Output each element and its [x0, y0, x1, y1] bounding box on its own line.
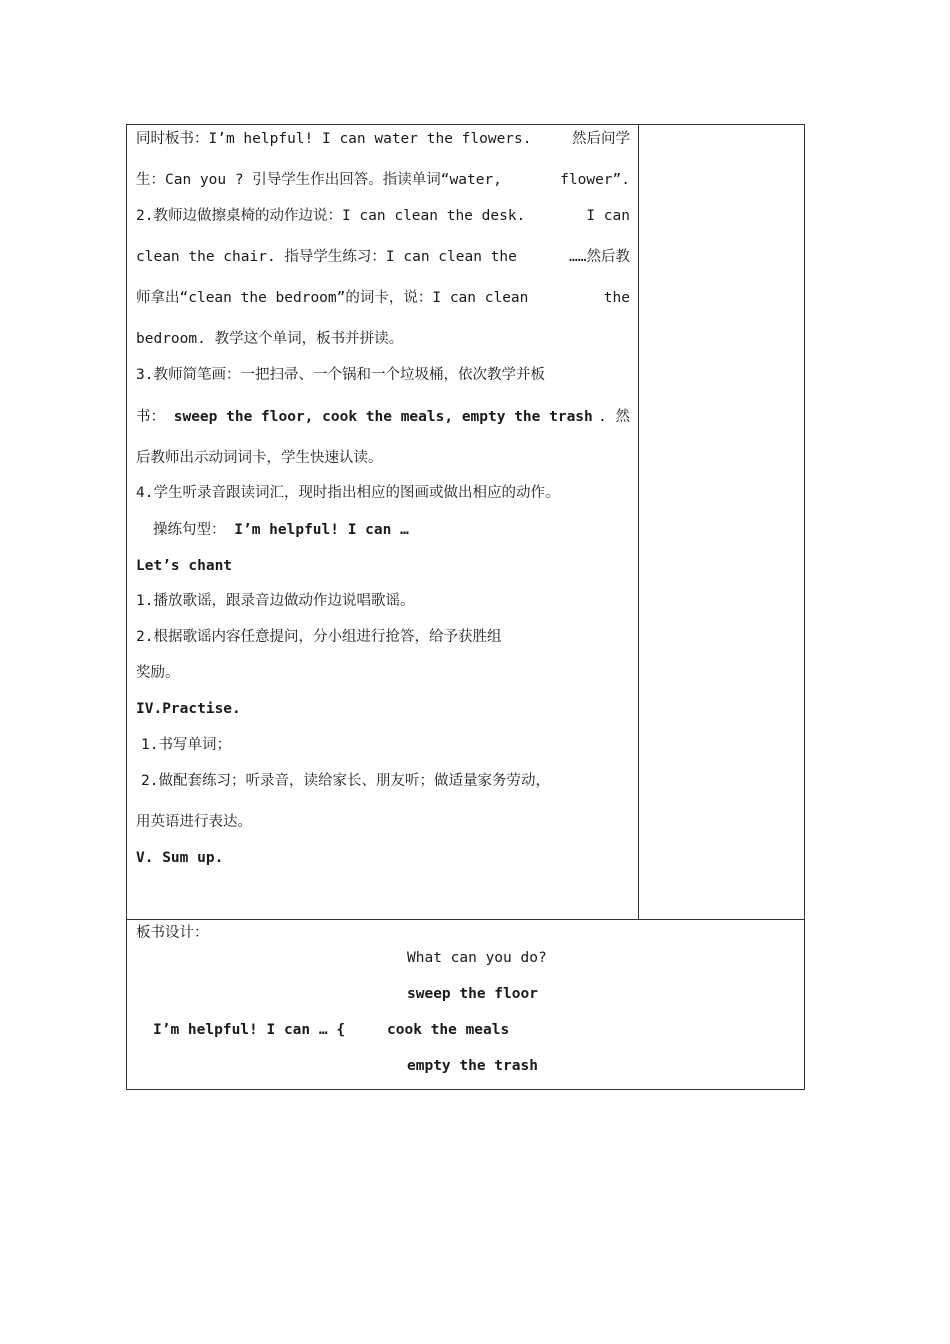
board-design-heading: 板书设计：	[136, 925, 209, 941]
lesson-line-17: 1.书写单词；	[141, 737, 231, 753]
lesson-line-15: 奖励。	[136, 665, 180, 681]
chant-heading: Let’s chant	[136, 558, 233, 574]
sum-up-heading: V. Sum up.	[136, 850, 224, 866]
lesson-line-7: 3.教师简笔画：一把扫帚、一个锅和一个垃圾桶，依次教学并板	[136, 367, 545, 383]
lesson-line-10: 4.学生听录音跟读词汇，现时指出相应的图画或做出相应的动作。	[136, 485, 560, 501]
lesson-line-1: 同时板书：I’m helpful! I can water the flowers. 然后问学	[136, 131, 630, 147]
lesson-line-4: clean the chair. 指导学生练习：I can clean the ……然后教	[136, 249, 630, 265]
lesson-line-5: 师拿出“clean the bedroom”的词卡，说：I can clean the	[136, 290, 630, 306]
lesson-line-18: 2.做配套练习；听录音，读给家长、朋友听；做适量家务劳动，	[141, 773, 550, 789]
lesson-line-2: 生：Can you ? 引导学生作出回答。指读单词“water, flower”.	[136, 172, 630, 188]
board-question: What can you do?	[407, 950, 547, 966]
lesson-line-8: 书： sweep the floor, cook the meals, empty the trash . 然	[136, 409, 630, 425]
column-divider	[638, 125, 639, 919]
board-phrase-empty: empty the trash	[407, 1058, 538, 1074]
row-divider	[127, 919, 804, 920]
lesson-line-9: 后教师出示动词词卡，学生快速认读。	[136, 450, 383, 466]
lesson-line-13: 1.播放歌谣，跟录音边做动作边说唱歌谣。	[136, 593, 415, 609]
board-phrase-cook: cook the meals	[387, 1022, 510, 1038]
board-phrase-sweep: sweep the floor	[407, 986, 538, 1002]
board-phrases: sweep the floor, cook the meals, empty the trash	[173, 409, 593, 425]
board-sentence: I’m helpful! I can … {	[153, 1022, 346, 1038]
lesson-line-6: bedroom. 教学这个单词，板书并拼读。	[136, 331, 404, 347]
lesson-plan-table	[126, 124, 805, 1090]
practise-heading: IV.Practise.	[136, 701, 241, 717]
lesson-line-3: 2.教师边做擦桌椅的动作边说：I can clean the desk. I can	[136, 208, 630, 224]
lesson-line-14: 2.根据歌谣内容任意提问，分小组进行抢答，给予获胜组	[136, 629, 502, 645]
lesson-line-11: 操练句型： I’m helpful! I can …	[153, 522, 409, 538]
lesson-line-19: 用英语进行表达。	[136, 814, 252, 830]
